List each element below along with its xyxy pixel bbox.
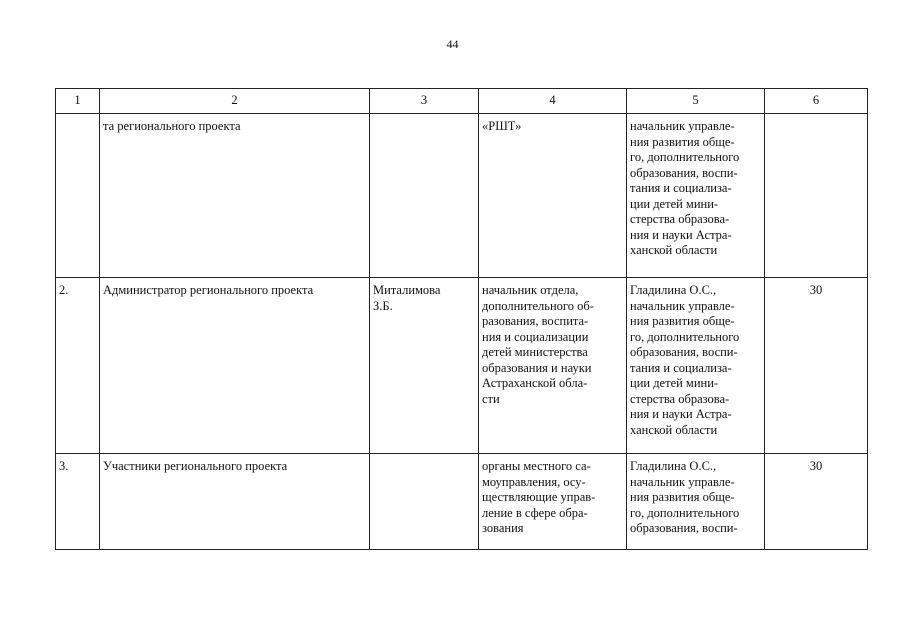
table-row [56,278,868,454]
column-header-2: 2 [100,89,370,114]
person-line: Миталимова [373,283,441,297]
percent-cell: 30 [765,278,868,454]
position-cell [479,114,627,278]
page-number: 44 [446,37,459,51]
position-line: разования, воспита- [482,314,589,328]
column-header-4: 4 [479,89,627,114]
column-header-1: 1 [56,89,100,114]
person-cell [370,114,479,278]
role-cell: Участники регионального проекта [100,454,370,550]
supervisor-line: начальник управле- [630,298,735,313]
supervisor-line: ния и науки Астра- [630,407,732,421]
project-roles-table [55,88,868,550]
column-header-6: 6 [765,89,868,114]
supervisor-line: ции детей мини- [630,376,719,390]
supervisor-line: образования, воспи- [630,345,738,359]
role-cell: Администратор регионального проекта [100,278,370,454]
supervisor-line: ции детей мини- [630,196,719,211]
supervisor-line: стерства образова- [630,212,730,226]
table-header-row [56,89,868,114]
position-line: сти [482,391,500,406]
column-header-3: 3 [370,89,479,114]
supervisor-line: тания и социализа- [630,360,732,375]
role-cell: та регионального проекта [100,114,370,278]
position-line: органы местного са- [482,459,591,473]
person-cell [370,278,479,454]
supervisor-line: стерства образова- [630,391,730,406]
supervisor-line: образования, воспи- [630,521,738,535]
supervisor-line: Гладилина О.С., [630,283,717,297]
position-line: ление в сфере обра- [482,505,588,520]
row-number-cell: 2. [56,278,100,454]
supervisor-line: го, дополнительного [630,505,740,520]
supervisor-line: ния развития обще- [630,490,735,504]
supervisor-line: образования, воспи- [630,165,738,180]
table-row [56,454,868,550]
supervisor-cell [627,454,765,550]
position-cell [479,278,627,454]
supervisor-line: начальник управле- [630,119,735,133]
position-line: образования и науки [482,360,592,375]
supervisor-line: ния и науки Астра- [630,227,732,242]
position-line: детей министерства [482,345,588,359]
position-line: «РШТ» [482,119,522,133]
row-number-cell: 3. [56,454,100,550]
percent-cell: 30 [765,454,868,550]
supervisor-line: ния развития обще- [630,314,735,328]
position-line: ществляющие управ- [482,490,596,504]
supervisor-cell [627,114,765,278]
percent-cell [765,114,868,278]
position-line: моуправления, осу- [482,474,586,489]
supervisor-line: ханской области [630,243,718,257]
position-line: дополнительного об- [482,298,594,313]
position-line: ния и социализации [482,329,589,344]
position-cell [479,454,627,550]
supervisor-line: начальник управле- [630,474,735,489]
row-number-cell [56,114,100,278]
supervisor-line: го, дополнительного [630,150,740,164]
supervisor-line: Гладилина О.С., [630,459,717,473]
person-line: З.Б. [373,298,393,313]
supervisor-line: ния развития обще- [630,134,735,149]
position-line: начальник отдела, [482,283,579,297]
supervisor-line: ханской области [630,422,718,437]
column-header-5: 5 [627,89,765,114]
supervisor-cell [627,278,765,454]
supervisor-line: го, дополнительного [630,329,740,344]
table-row [56,114,868,278]
position-line: Астраханской обла- [482,376,588,390]
person-cell [370,454,479,550]
supervisor-line: тания и социализа- [630,181,732,195]
position-line: зования [482,521,524,535]
